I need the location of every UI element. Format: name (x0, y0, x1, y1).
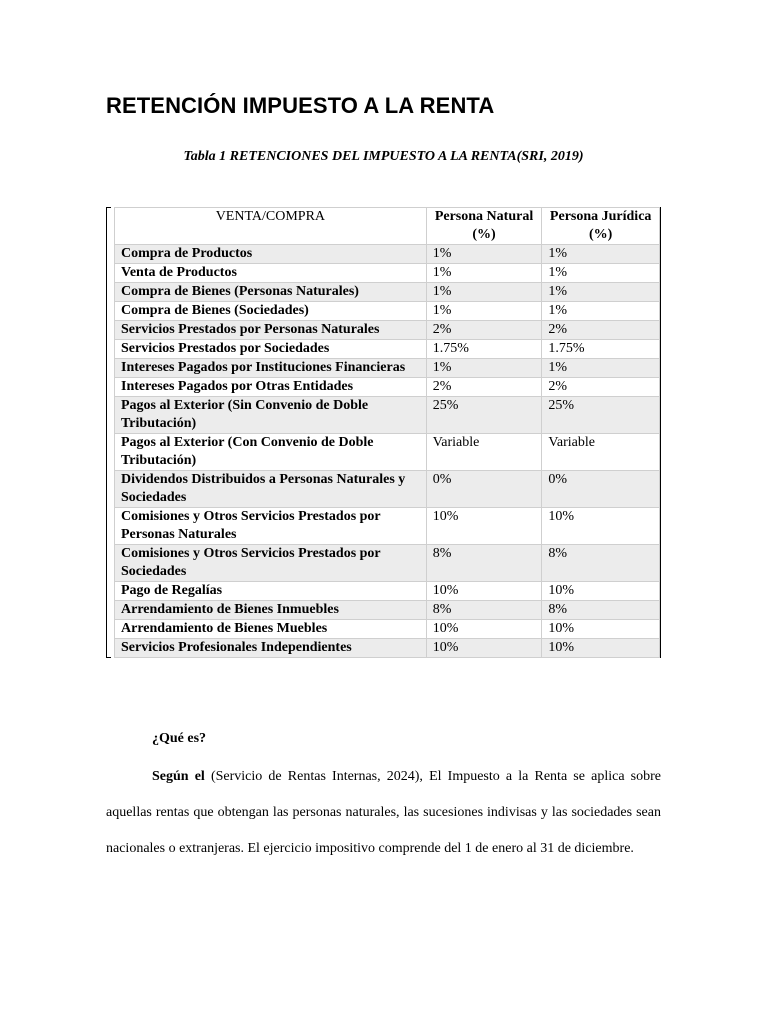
table-row (115, 302, 660, 321)
cell-juridica: 1% (542, 264, 660, 283)
paragraph-body: (Servicio de Rentas Internas, 2024), El Impuesto a la Renta se aplica sobre aquellas rentas que obtengan las personas naturales, las sucesiones indivisas y las sociedades sean nacionales o extranjeras. El ejercicio impositivo comprende del 1 de enero al 31 de diciembre. (106, 769, 661, 856)
cell-juridica: 1% (542, 302, 660, 321)
cell-juridica: 10% (542, 639, 660, 658)
cell-natural: 1% (426, 359, 542, 378)
table-caption: Tabla 1 RETENCIONES DEL IMPUESTO A LA RENTA(SRI, 2019) (183, 149, 584, 164)
cell-natural: 10% (426, 508, 542, 545)
table-row (115, 582, 660, 601)
cell-natural: 1% (426, 245, 542, 264)
table-row (115, 620, 660, 639)
table-row (115, 245, 660, 264)
table-row (115, 359, 660, 378)
cell-juridica: 25% (542, 397, 660, 434)
cell-concept: Arrendamiento de Bienes Muebles (115, 620, 427, 639)
cell-juridica: 0% (542, 471, 660, 508)
table-row (115, 601, 660, 620)
cell-natural: Variable (426, 434, 542, 471)
cell-natural: 0% (426, 471, 542, 508)
cell-concept: Servicios Prestados por Sociedades (115, 340, 427, 359)
cell-natural: 8% (426, 601, 542, 620)
paragraph-lead: Según el (152, 769, 205, 784)
cell-concept: Intereses Pagados por Instituciones Financieras (115, 359, 427, 378)
cell-juridica: 1% (542, 245, 660, 264)
cell-concept: Pago de Regalías (115, 582, 427, 601)
cell-juridica: 10% (542, 508, 660, 545)
table-row (115, 321, 660, 340)
table-row (115, 340, 660, 359)
cell-juridica: 8% (542, 601, 660, 620)
cell-juridica: 10% (542, 582, 660, 601)
cell-concept: Arrendamiento de Bienes Inmuebles (115, 601, 427, 620)
table-row (115, 508, 660, 545)
section-question: ¿Qué es? (152, 731, 207, 746)
retention-table-wrapper (106, 207, 661, 658)
cell-juridica: 1% (542, 283, 660, 302)
table-row (115, 264, 660, 283)
cell-natural: 10% (426, 582, 542, 601)
retention-table (114, 207, 660, 658)
cell-natural: 1.75% (426, 340, 542, 359)
cell-natural: 2% (426, 321, 542, 340)
table-row (115, 378, 660, 397)
cell-concept: Servicios Profesionales Independientes (115, 639, 427, 658)
cell-concept: Pagos al Exterior (Sin Convenio de Doble Tributación) (115, 397, 427, 434)
cell-concept: Compra de Productos (115, 245, 427, 264)
cell-juridica: 10% (542, 620, 660, 639)
table-row (115, 397, 660, 434)
cell-natural: 10% (426, 639, 542, 658)
cell-concept: Comisiones y Otros Servicios Prestados por Sociedades (115, 545, 427, 582)
cell-concept: Venta de Productos (115, 264, 427, 283)
cell-concept: Compra de Bienes (Personas Naturales) (115, 283, 427, 302)
table-body (115, 245, 660, 658)
cell-natural: 25% (426, 397, 542, 434)
cell-natural: 2% (426, 378, 542, 397)
table-left-bracket (106, 207, 111, 658)
page-title: RETENCIÓN IMPUESTO A LA RENTA (106, 93, 495, 118)
cell-concept: Intereses Pagados por Otras Entidades (115, 378, 427, 397)
header-persona-juridica: Persona Jurídica (%) (542, 208, 660, 245)
table-row (115, 471, 660, 508)
table-row (115, 545, 660, 582)
table-header-row (115, 208, 660, 245)
cell-natural: 1% (426, 283, 542, 302)
cell-juridica: 2% (542, 378, 660, 397)
header-persona-natural: Persona Natural (%) (426, 208, 542, 245)
cell-concept: Comisiones y Otros Servicios Prestados por Personas Naturales (115, 508, 427, 545)
cell-concept: Dividendos Distribuidos a Personas Naturales y Sociedades (115, 471, 427, 508)
cell-concept: Pagos al Exterior (Con Convenio de Doble Tributación) (115, 434, 427, 471)
cell-juridica: 1% (542, 359, 660, 378)
cell-juridica: Variable (542, 434, 660, 471)
cell-natural: 1% (426, 302, 542, 321)
cell-juridica: 8% (542, 545, 660, 582)
cell-concept: Compra de Bienes (Sociedades) (115, 302, 427, 321)
cell-juridica: 2% (542, 321, 660, 340)
cell-natural: 1% (426, 264, 542, 283)
cell-natural: 10% (426, 620, 542, 639)
cell-concept: Servicios Prestados por Personas Naturales (115, 321, 427, 340)
definition-paragraph (106, 759, 661, 867)
table-row (115, 434, 660, 471)
cell-natural: 8% (426, 545, 542, 582)
table-row (115, 283, 660, 302)
header-venta-compra: VENTA/COMPRA (115, 208, 427, 245)
cell-juridica: 1.75% (542, 340, 660, 359)
table-row (115, 639, 660, 658)
